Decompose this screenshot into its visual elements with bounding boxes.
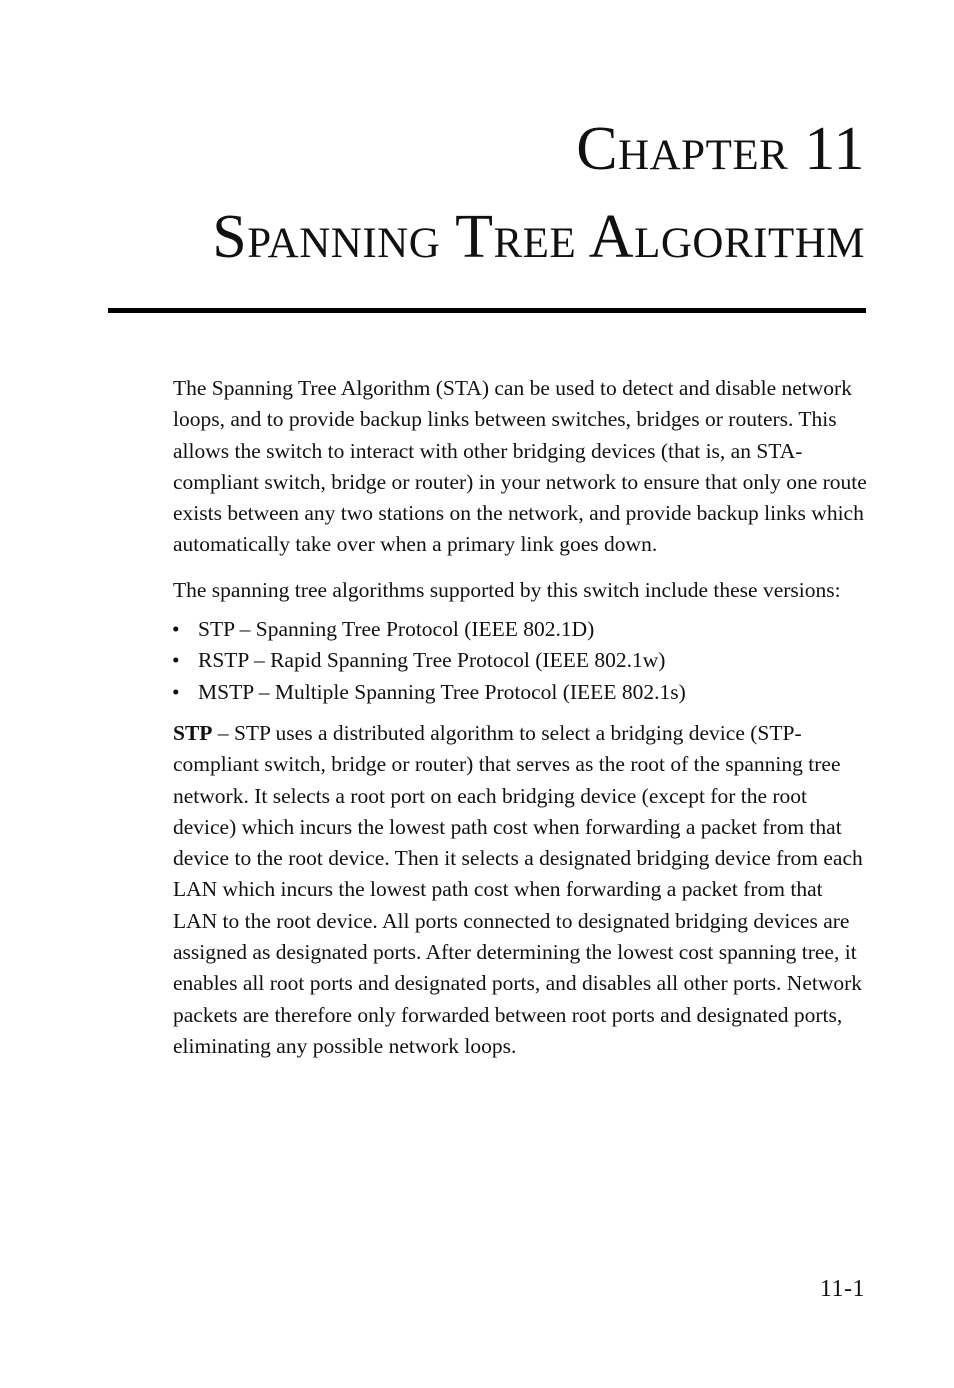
- bullet-icon: •: [172, 617, 180, 642]
- intro-paragraph: The Spanning Tree Algorithm (STA) can be used to detect and disable network loops, and to provide backup links between switches, bridges or routers. This allows the switch to interact with other bridging devices (that is, an STA-compliant switch, bridge or router) in your network to ensure that only one route exists between any two stations on the network, and provide backup links which automatically take over when a primary link goes down.: [173, 376, 867, 557]
- list-item: [172, 645, 868, 676]
- bullet-icon: •: [172, 648, 180, 673]
- page-number: 11-1: [819, 1276, 865, 1302]
- list-item-text: RSTP – Rapid Spanning Tree Protocol (IEEE 802.1w): [198, 648, 666, 673]
- stp-paragraph: [173, 718, 868, 1062]
- chapter-title: Spanning Tree Algorithm: [212, 203, 865, 271]
- stp-description: – STP uses a distributed algorithm to select a bridging device (STP-compliant switch, bridge or router) that serves as the root of the spanning tree network. It selects a root port on each bridging device (except for the root device) which incurs the lowest path cost when forwarding a packet from that device to the root device. Then it selects a designated bridging device from each LAN which incurs the lowest path cost when forwarding a packet from that LAN to the root device. All ports connected to designated bridging devices are assigned as designated ports. After determining the lowest cost spanning tree, it enables all root ports and designated ports, and disables all other ports. Network packets are therefore only forwarded between root ports and designated ports, eliminating any possible network loops.: [173, 720, 863, 1058]
- stp-term: STP: [173, 720, 213, 745]
- list-item: [172, 677, 868, 708]
- chapter-heading: [212, 115, 865, 271]
- list-item-text: STP – Spanning Tree Protocol (IEEE 802.1D): [198, 617, 595, 642]
- chapter-label: Chapter 11: [576, 115, 865, 183]
- heading-rule: [108, 308, 866, 313]
- list-item-text: MSTP – Multiple Spanning Tree Protocol (IEEE 802.1s): [198, 679, 686, 704]
- versions-intro-paragraph: The spanning tree algorithms supported by this switch include these versions:: [173, 577, 841, 602]
- bullet-icon: •: [172, 679, 180, 704]
- body-text: [173, 373, 868, 1076]
- list-item: [172, 614, 868, 645]
- versions-list: [173, 614, 868, 708]
